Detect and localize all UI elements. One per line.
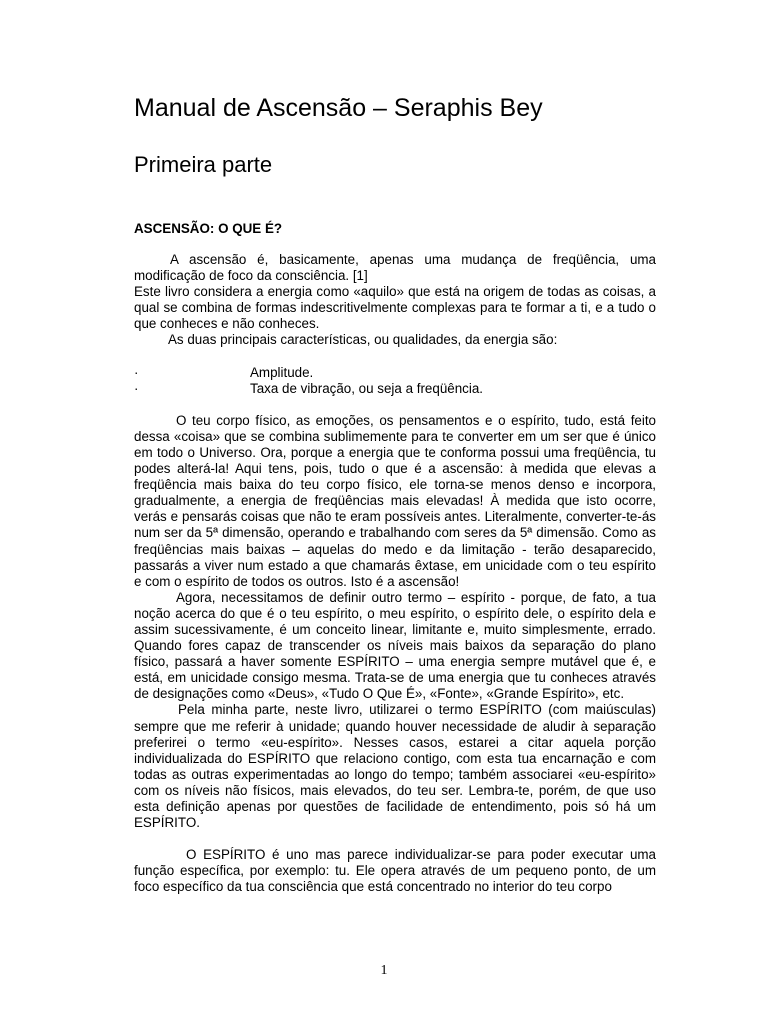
paragraph-4: O teu corpo físico, as emoções, os pensamentos e o espírito, tudo, está feito dessa «coisa» que se combina sublimemente para te converter em um ser que é único em todo o Universo. Ora, porque a energia que te conforma possui uma freqüência, tu podes alterá-la! Aqui tens, pois, tudo o que é a ascensão: à medida que elevas a freqüência mais baixa do teu corpo físico, ele torna-se menos denso e incorpora, gradualmente, a energia de freqüências mais elevadas! À medida que isto ocorre, verás e pensarás coisas que não te eram possíveis antes. Literalmente, converter-te-ás num ser da 5ª dimensão, operando e trabalhando com seres da 5ª dimensão. Como as freqüências mais baixas – aquelas do medo e da limitação - terão desaparecido, passarás a viver num estado a que chamarás êxtase, em unicidade com o teu espírito e com o espírito de todos os outros. Isto é a ascensão! — [134, 412, 656, 589]
paragraph-2: Este livro considera a energia como «aquilo» que está na origem de todas as coisas, a qual se combina de formas indescritivelmente complexas para te formar a ti, e a tudo o que conheces e não conheces. — [134, 284, 656, 332]
paragraph-6: Pela minha parte, neste livro, utilizarei o termo ESPÍRITO (com maiúsculas) sempre que me referir à unidade; quando houver necessidade de aludir à separação preferirei o termo «eu-espírito». Nesses casos, estarei a citar aquela porção individualizada do ESPÍRITO que relaciono contigo, com esta tua encarnação e com todas as outras experimentadas ao longo do tempo; também associarei «eu-espírito» com os níveis não físicos, mais elevados, do teu ser. Lembra-te, porém, de que uso esta definição apenas por questões de facilidade de entendimento, pois só há um ESPÍRITO. — [134, 702, 656, 831]
bullet-marker: · — [134, 364, 139, 380]
page-number: 1 — [380, 963, 388, 978]
paragraph-5: Agora, necessitamos de definir outro termo – espírito - porque, de fato, a tua noção acerca do que é o teu espírito, o meu espírito, o espírito dele, o espírito dela e assim sucessivamente, é um conceito linear, limitante e, muito simplesmente, errado. Quando fores capaz de transcender os níveis mais baixos da separação do plano físico, passará a haver somente ESPÍRITO – uma energia sempre mutável que é, e está, em unicidade consigo mesma. Trata-se de uma energia que tu conheces através de designações como «Deus», «Tudo O Que É», «Fonte», «Grande Espírito», etc. — [134, 589, 656, 702]
bullet-text: Taxa de vibração, ou seja a freqüência. — [250, 380, 483, 396]
section-heading: ASCENSÃO: O QUE É? — [134, 221, 283, 236]
bullet-list — [134, 365, 656, 397]
document-body — [134, 252, 656, 895]
document-title: Manual de Ascensão – Seraphis Bey — [134, 94, 543, 122]
paragraph-3: As duas principais características, ou qualidades, da energia são: — [168, 332, 558, 348]
bullet-text: Amplitude. — [250, 364, 314, 380]
paragraph-7: O ESPÍRITO é uno mas parece individualizar-se para poder executar uma função específica, por exemplo: tu. Ele opera através de um pequeno ponto, de um foco específico da tua consciência que está concentrado no interior do teu corpo — [134, 847, 656, 895]
document-subtitle: Primeira parte — [134, 152, 273, 177]
paragraph-1: A ascensão é, basicamente, apenas uma mudança de freqüência, uma modificação de foco da consciência. [1] — [134, 252, 656, 284]
bullet-marker: · — [134, 380, 139, 396]
bullet-item — [134, 365, 656, 381]
bullet-item — [134, 381, 656, 397]
